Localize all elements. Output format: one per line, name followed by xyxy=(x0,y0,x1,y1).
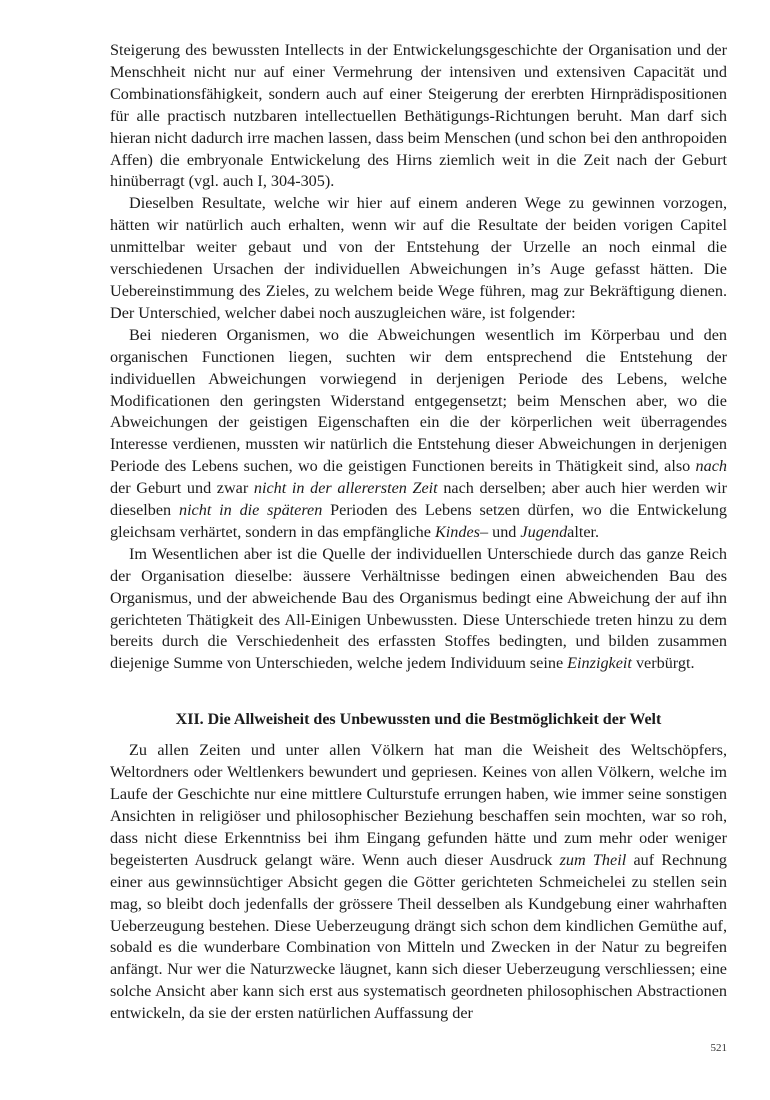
text-run: Steigerung des bewussten Intellects in der Entwickelungsgeschichte der Organisation und der Menschheit nicht nur auf einer Vermehrung der intensiven und extensiven Capacität und Combinationsfähigkeit, sondern auch auf einer Steigerung der ererbten Hirnprädispositionen für alle practisch nutzbaren intellectuellen Bethätigungs-Richtungen beruht. Man darf sich hieran nicht dadurch irre machen lassen, dass beim Menschen (und schon bei den anthropoiden Affen) die embryonale Entwickelung des Hirns ziemlich weit in die Zeit nach der Geburt hinüberragt (vgl. auch I, 304-305). xyxy=(110,41,727,191)
text-run: Zu allen Zeiten und unter allen Völkern hat man die Weisheit des Weltschöpfers, Weltordners oder Weltlenkers bewundert und gepriesen. Keines von allen Völkern, welche im Laufe der Geschichte nur eine mittlere Culturstufe errungen haben, wie immer seine sonstigen Ansichten in religiöser und philosophischer Beziehung beschaffen sein mochten, war so roh, dass nicht diese Erkenntniss bei ihm Eingang gefunden hätte und zum mehr oder weniger begeisterten Ausdruck gelangt wäre. Wenn auch dieser Ausdruck xyxy=(110,741,727,869)
paragraph xyxy=(110,544,727,675)
page-body xyxy=(110,40,727,1025)
text-run: Bei niederen Organismen, wo die Abweichungen wesentlich im Körperbau und den organischen Functionen liegen, suchten wir dem entsprechend die Entstehung der individuellen Abweichungen vorwiegend in derjenigen Periode des Lebens, welche Modificationen den geringsten Widerstand entgegensetzt; beim Menschen aber, wo die Abweichungen der geistigen Eigenschaften ein die der körperlichen weit überragendes Interesse verdienen, mussten wir natürlich die Entstehung dieser Abweichungen in derjenigen Periode des Lebens suchen, wo die geistigen Functionen bereits in Thätigkeit sind, also xyxy=(110,325,727,476)
section-heading: XII. Die Allweisheit des Unbewussten und die Bestmöglichkeit der Welt xyxy=(175,711,662,729)
text-run: nach derselben; aber auch hier werden wir dieselben xyxy=(110,479,727,520)
paragraph xyxy=(110,193,727,324)
text-run: verbürgt. xyxy=(631,654,695,673)
page-number: 521 xyxy=(710,1042,727,1054)
paragraph xyxy=(110,740,727,1025)
text-run: der Geburt und zwar xyxy=(110,479,254,498)
carryover-text xyxy=(110,40,727,675)
italic-text: zum Theil xyxy=(559,850,627,869)
paragraph xyxy=(110,325,727,544)
text-run: Perioden des Lebens setzen dürfen, wo die Entwickelung gleichsam verhärtet, sondern in das empfängliche xyxy=(110,501,727,541)
italic-text: Jugend xyxy=(520,522,568,541)
section-text xyxy=(110,740,727,1025)
text-run: auf Rechnung einer aus gewinnsüchtiger Absicht gegen die Götter gerichteten Schmeichelei zu stellen sein mag, so bleibt doch jedenfalls der grössere Theil desselben als Kundgebung einer wahrhaften Ueberzeugung bestehen. Diese Ueberzeugung drängt sich schon dem kindlichen Gemüthe auf, sobald es die wunderbare Combination von Mitteln und Zwecken in der Natur zu begreifen anfängt. Nur wer die Naturzwecke läugnet, kann sich dieser Ueberzeugung verschliessen; eine solche Ansicht aber kann sich erst aus systematisch geordneten philosophischen Abstractionen entwickeln, da sie der ersten natürlichen Auffassung der xyxy=(110,850,727,1023)
text-run: alter. xyxy=(567,522,600,541)
text-run: Im Wesentlichen aber ist die Quelle der individuellen Unterschiede durch das ganze Reich der Organisation dieselbe: äussere Verhältnisse bedingen einen abweichenden Bau des Organismus, und der abweichende Bau des Organismus bedingt eine Abweichung der auf ihn gerichteten Thätigkeit des All-Einigen Unbewussten. Diese Unterschiede treten hinzu zu dem bereits durch die Verschiedenheit des erfassten Stoffes bedingten, und bilden zusammen diejenige Summe von Unterschieden, welche jedem Individuum seine xyxy=(110,544,727,673)
italic-text: nicht in der allerersten Zeit xyxy=(253,479,438,498)
paragraph xyxy=(110,40,727,193)
italic-text: nicht in die späteren xyxy=(178,501,323,520)
italic-text: Einzigkeit xyxy=(567,654,632,673)
text-run: – und xyxy=(479,522,521,541)
italic-text: nach xyxy=(695,457,727,476)
text-run: Dieselben Resultate, welche wir hier auf einem anderen Wege zu gewinnen vorzogen, hätten wir natürlich auch erhalten, wenn wir auf die Resultate der beiden vorigen Capitel unmittelbar weiter gebaut und von der Entstehung der Urzelle an noch einmal die verschiedenen Ursachen der individuellen Abweichungen in’s Auge gefasst hätten. Die Uebereinstimmung des Zieles, zu welchem beide Wege führen, mag zur Bekräftigung dienen. Der Unterschied, welcher dabei noch auszugleichen wäre, ist folgender: xyxy=(110,194,727,322)
italic-text: Kindes xyxy=(434,522,480,541)
